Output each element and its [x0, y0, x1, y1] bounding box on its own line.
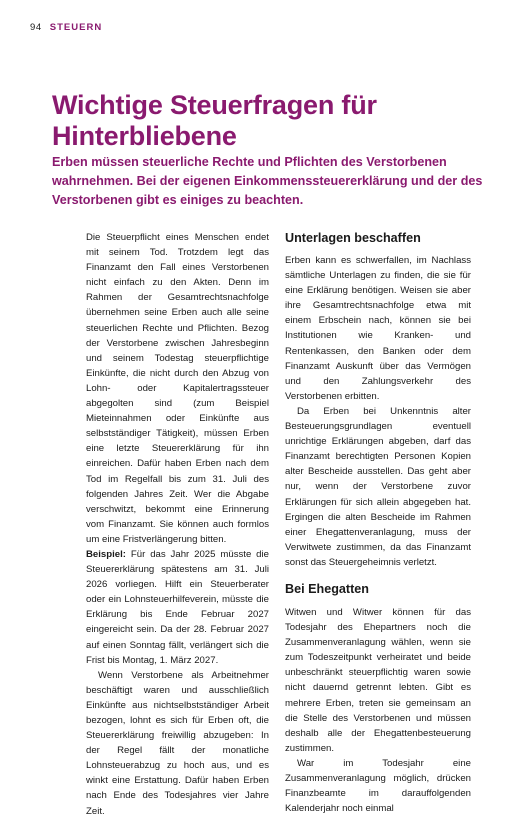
body-paragraph: Erben kann es schwerfallen, im Nachlass sämtliche Unterlagen zu finden, die sie für eine Erklärung benötigen. Weisen sie aber ihre Gesamtrechtsnachfolge etwa mit einem Erbschein nach, können sie bei Institutionen wie Kranken- und Rentenkassen, den Banken oder dem Finanzamt Auskunft über das Vermögen und den Zahlungsverkehr des Verstorbenen erbitten.	[285, 255, 471, 402]
example-text: Für das Jahr 2025 müsste die Steuererklärung spätestens am 31. Juli 2026 vorliegen. Hilft ein Steuerberater oder ein Lohnsteuerhilfeverein, müsste die Erklärung bis Ende Februar 2027 eingereicht sein. Da der 28. Februar 2027 auf einen Sonntag fällt, verlängert sich die Frist bis Montag, 1. März 2027.	[86, 548, 269, 666]
body-paragraph: Wenn Verstorbene als Arbeitnehmer beschäftigt waren und ausschließlich Einkünfte aus nichtselbstständiger Arbeit bezogen, lohnt es sich für Erben oft, die Steuererklärung freiwillig abzugeben: In der Regel fällt der monatliche Lohnsteuerabzug zu hoch aus, und es winkt eine Erstattung. Dafür haben Erben nach Ende des Todesjahres vier Jahre Zeit.	[86, 669, 269, 817]
body-paragraph: Die Steuerpflicht eines Menschen endet mit seinem Tod. Trotzdem legt das Finanzamt den Fall eines Verstorbenen nicht einfach zu den Akten. Denn im Rahmen der Gesamtrechtsnachfolge übernehmen seine Erben auch alle seine steuerlichen Rechte und Pflichten. Bezog der Verstorbene zwischen Jahresbeginn und seinem Todestag steuerpflichtige Einkünfte, die nicht durch den Abzug von Lohn- oder Kapitalertragssteuer abgegolten sind (zum Beispiel Mieteinnahmen oder Einkünfte aus selbstständiger Tätigkeit), müssen Erben eine letzte Steuererklärung für ihn einreichen. Dafür haben Erben nach dem Tod im Regelfall bis zum 31. Juli des folgenden Jahres Zeit. Wer die Abgabe verschwitzt, bekommt eine Erinnerung vom Finanzamt. Sie können auch formlos um eine Fristverlängerung bitten.	[86, 232, 269, 545]
body-paragraph: Witwen und Witwer können für das Todesjahr des Ehepartners noch die Zusammenveranlagung wählen, wenn sie zum Todeszeitpunkt verheiratet und beide unbeschränkt steuerpflichtig waren sowie nicht dauernd getrennt lebten. Gibt es mehrere Erben, treten sie gemeinsam an die Stelle des Verstorbenen und müssen deshalb alle der Ehegattenbesteuerung zustimmen.	[285, 606, 471, 754]
subheading-ehegatten: Bei Ehegatten	[285, 581, 369, 596]
article-lead: Erben müssen steuerliche Rechte und Pflichten des Verstorbenen wahrnehmen. Bei der eigenen Einkommenssteuererklärung und der des Verstorbenen gibt es einiges zu beachten.	[52, 155, 483, 207]
page-number: 94	[30, 22, 42, 33]
subheading-unterlagen: Unterlagen beschaffen	[285, 231, 421, 245]
section-label: STEUERN	[49, 22, 103, 33]
right-column	[285, 230, 471, 816]
left-column	[86, 230, 269, 819]
example-label: Beispiel:	[86, 548, 126, 560]
example-paragraph	[86, 547, 269, 668]
body-paragraph: Da Erben bei Unkenntnis alter Besteuerungsgrundlagen eventuell unrichtige Erklärungen abgeben, darf das Finanzamt berechtigten Personen Kopien alter Bescheide ausstellen. Das geht aber nur, wenn der Verstorbene zuvor Erklärungen für sich allein abgegeben hat. Ergingen die alten Bescheide im Rahmen einer Ehegattenveranlagung, muss der Verwitwete zustimmen, da das Finanzamt sonst das Steuergeheimnis verletzt.	[285, 405, 471, 568]
running-head	[30, 22, 102, 33]
article-title: Wichtige Steuerfragen für Hinterbliebene	[52, 90, 377, 151]
body-paragraph: War im Todesjahr eine Zusammenveranlagung möglich, drücken Finanzbeamte im darauffolgenden Kalenderjahr noch einmal	[285, 757, 471, 815]
